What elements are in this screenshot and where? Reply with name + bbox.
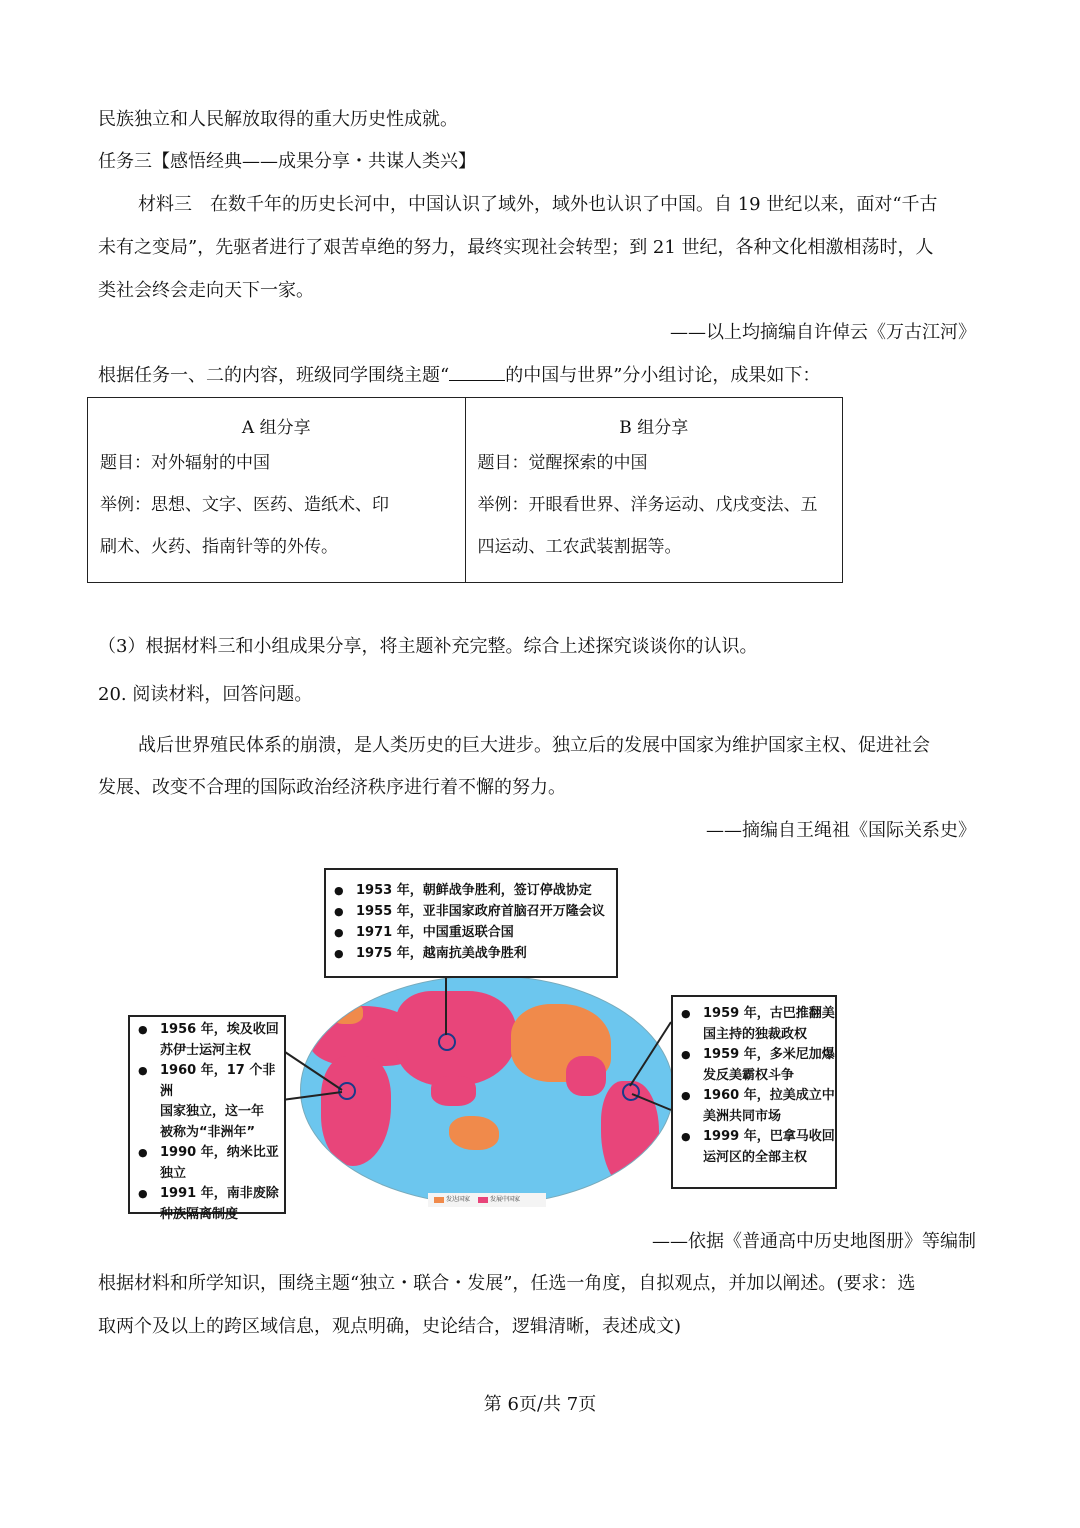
group-a-example: 举例：思想、文字、医药、造纸术、印: [100, 495, 389, 515]
intro-part-b: 的中国与世界”分小组讨论，成果如下：: [505, 365, 821, 386]
group-b-title: 题目：觉醒探索的中国: [477, 453, 648, 473]
connector-right-2: [632, 1094, 671, 1110]
event-item: ● 1971 年，中国重返联合国: [326, 922, 616, 943]
material20-line: 战后世界殖民体系的崩溃，是人类历史的巨大进步。独立后的发展中国家为维护国家主权、促进社会: [138, 735, 930, 756]
connector-right-1: [630, 1022, 671, 1086]
group-b-example: 四运动、工农武装割据等。: [477, 537, 682, 557]
event-item: ● 1959 年，多米尼加爆 发反美霸权斗争: [673, 1045, 835, 1086]
task3-heading: 任务三【感悟经典——成果分享・共谋人类兴】: [98, 151, 476, 172]
event-item: ● 1975 年，越南抗美战争胜利: [326, 943, 616, 964]
group-a-example: 刷术、火药、指南针等的外传。: [100, 537, 338, 557]
intro-part-a: 根据任务一、二的内容，班级同学围绕主题“: [98, 365, 450, 386]
connector-left-2: [282, 1092, 342, 1100]
page-number: 第 6页/共 7页: [483, 1394, 597, 1415]
event-item: ● 1991 年，南非废除 种族隔离制度: [130, 1184, 284, 1225]
task-line: 根据材料和所学知识，围绕主题“独立・联合・发展”，任选一角度，自拟观点，并加以阐述。(要求：选: [98, 1273, 916, 1294]
event-item: ● 1960 年，17 个非洲 国家独立，这一年 被称为“非洲年”: [130, 1061, 284, 1143]
africa-events-box: [128, 1015, 286, 1222]
group-a-title: 题目：对外辐射的中国: [100, 453, 270, 473]
asia-events-box: [324, 868, 618, 978]
event-item: ● 1960 年，拉美成立中 美洲共同市场: [673, 1086, 835, 1127]
event-item: ● 1955 年，亚非国家政府首脑召开万隆会议: [326, 901, 616, 922]
group-a-head: A 组分享: [241, 418, 311, 438]
event-item: ● 1953 年，朝鲜战争胜利，签订停战协定: [326, 880, 616, 901]
group-b-example: 举例：开眼看世界、洋务运动、戊戌变法、五: [477, 495, 818, 515]
material3-line: 未有之变局”，先驱者进行了艰苦卓绝的努力，最终实现社会转型；到 21 世纪，各种文化相激相荡时，人: [98, 237, 934, 258]
event-item: ● 1990 年，纳米比亚 独立: [130, 1143, 284, 1184]
legend-developing: 发展中国家: [489, 1196, 520, 1203]
material20-line: 发展、改变不合理的国际政治经济秩序进行着不懈的努力。: [98, 777, 566, 798]
question-3: （3）根据材料三和小组成果分享，将主题补充完整。综合上述探究谈谈你的认识。: [98, 636, 758, 657]
task-line: 取两个及以上的跨区域信息，观点明确，史论结合，逻辑清晰，表述成文): [98, 1316, 682, 1337]
paragraph-line: 民族独立和人民解放取得的重大历史性成就。: [98, 109, 458, 130]
event-item: ● 1999 年，巴拿马收回 运河区的全部主权: [673, 1127, 835, 1168]
connector-left-1: [282, 1050, 342, 1090]
event-item: ● 1956 年，埃及收回 苏伊士运河主权: [130, 1020, 284, 1061]
group-b-head: B 组分享: [619, 418, 689, 438]
material3-source: ——以上均摘编自许倬云《万古江河》: [670, 322, 976, 343]
figure-source: ——依据《普通高中历史地图册》等编制: [652, 1231, 976, 1252]
event-item: ● 1959 年，古巴推翻美 国主持的独裁政权: [673, 1004, 835, 1045]
legend-developed: 发达国家: [446, 1196, 471, 1203]
material3-line: 类社会终会走向天下一家。: [98, 280, 314, 301]
latin-america-events-box: [671, 995, 837, 1189]
question-20: 20. 阅读材料，回答问题。: [98, 684, 313, 705]
material3-line: 材料三 在数千年的历史长河中，中国认识了域外，域外也认识了中国。自 19 世纪以来，面对“千古: [138, 194, 938, 215]
material20-source: ——摘编自王绳祖《国际关系史》: [706, 820, 976, 841]
